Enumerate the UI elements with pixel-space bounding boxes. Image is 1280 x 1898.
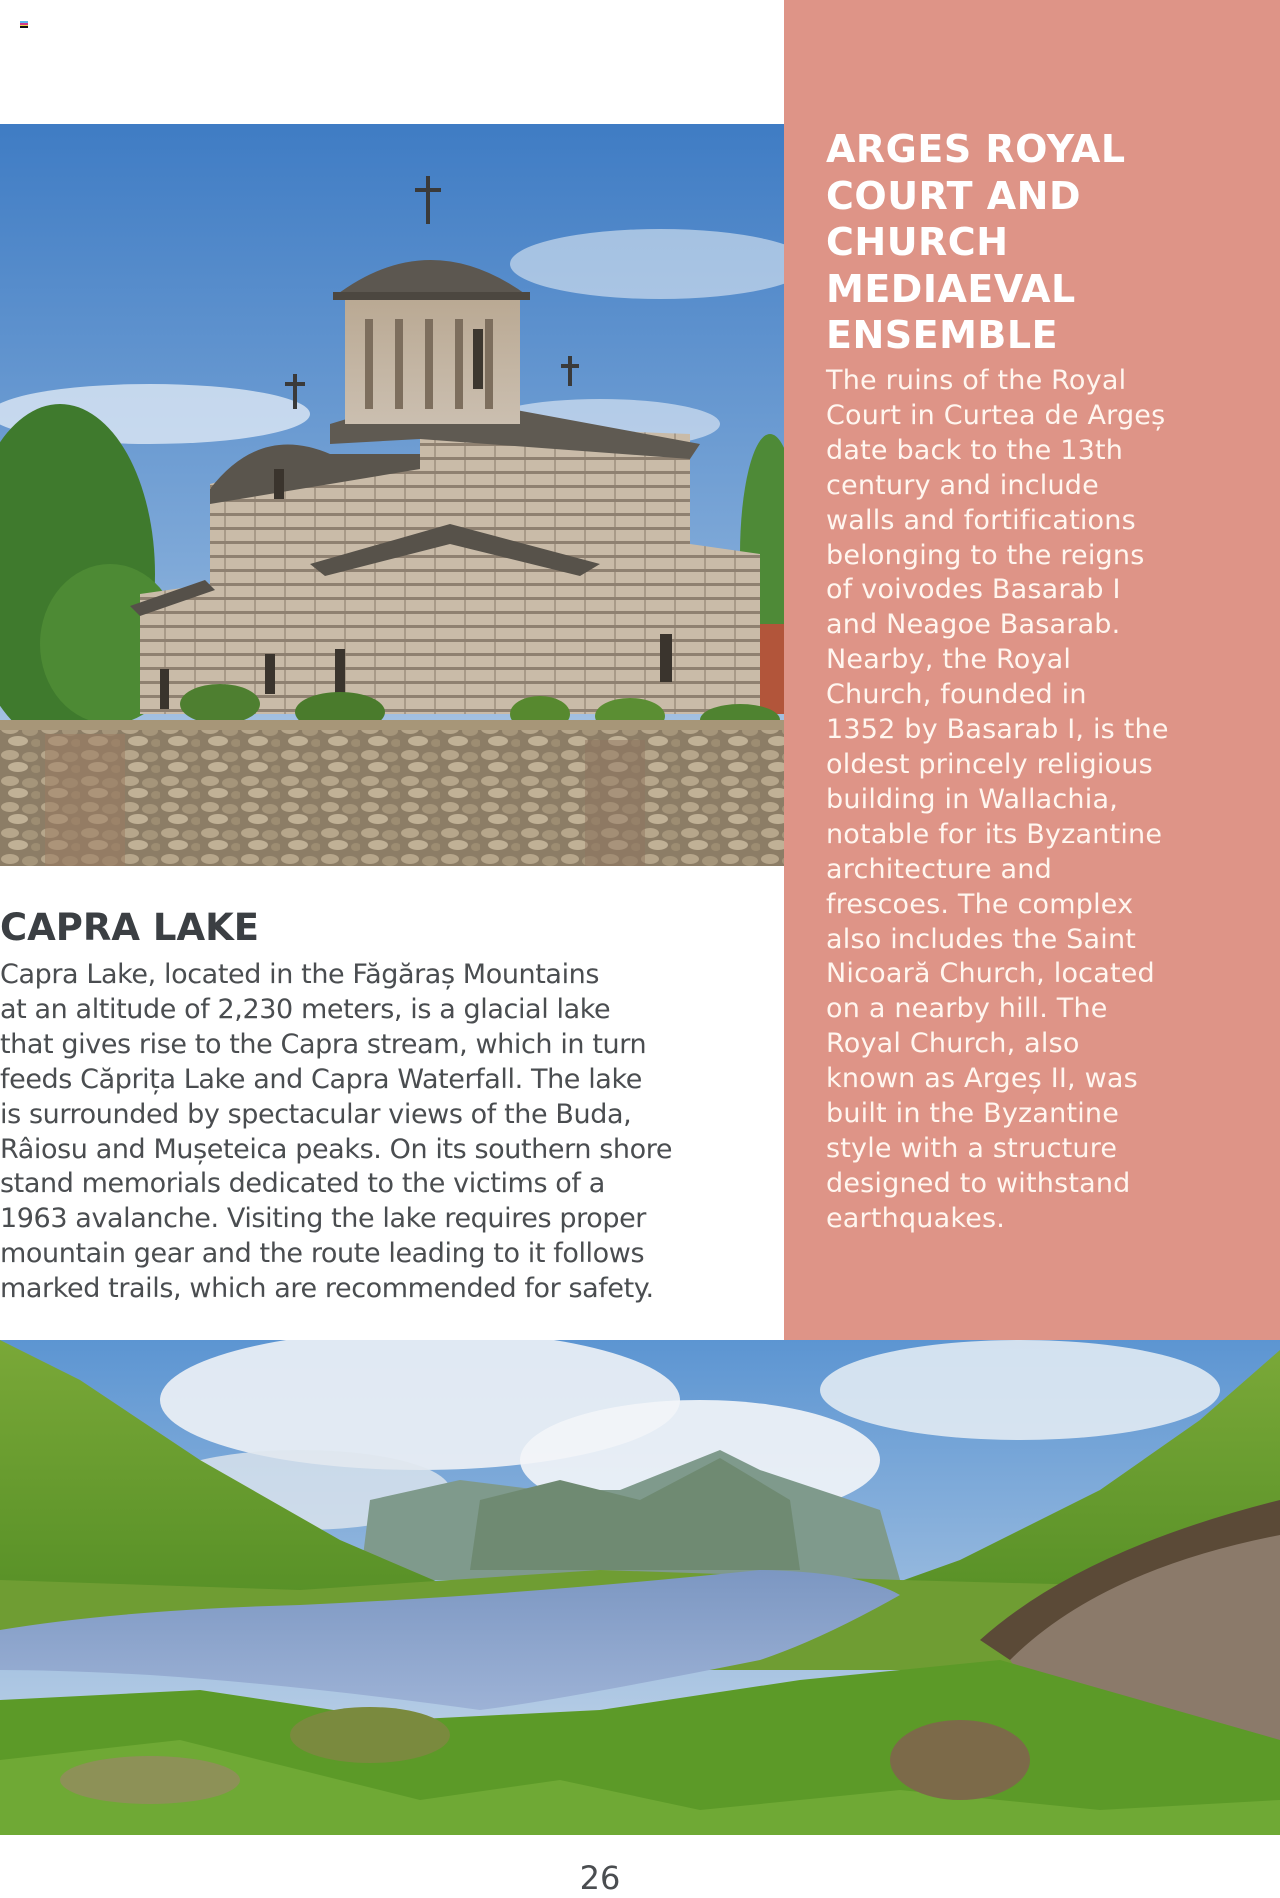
- arges-body-line: Nearby, the Royal: [826, 644, 1072, 676]
- arges-body-line: also includes the Saint: [826, 923, 1137, 955]
- arges-title-line: COURT AND: [826, 173, 1082, 218]
- page-number: 26: [579, 1859, 621, 1897]
- arges-body-line: century and include: [826, 469, 1099, 501]
- capra-body-line: feeds Căprița Lake and Capra Waterfall. The lake: [0, 1063, 642, 1095]
- arges-body-line: on a nearby hill. The: [826, 993, 1108, 1025]
- arges-body-line: notable for its Byzantine: [826, 818, 1163, 850]
- capra-body-line: marked trails, which are recommended for safety.: [0, 1273, 654, 1305]
- arges-body-line: frescoes. The complex: [826, 888, 1134, 920]
- arges-body-line: walls and fortifications: [826, 504, 1136, 536]
- arges-body-line: building in Wallachia,: [826, 783, 1118, 815]
- capra-body-line: mountain gear and the route leading to it follows: [0, 1238, 645, 1270]
- lake-photo: [0, 1340, 1280, 1835]
- capra-description: [0, 958, 760, 1307]
- capra-body-line: at an altitude of 2,230 meters, is a glacial lake: [0, 993, 611, 1025]
- arges-body-line: Church, founded in: [826, 679, 1087, 711]
- arges-title-line: CHURCH: [826, 220, 1009, 264]
- capra-body-line: that gives rise to the Capra stream, which in turn: [0, 1028, 647, 1060]
- capra-body-line: stand memorials dedicated to the victims of a: [0, 1168, 605, 1200]
- arges-title-line: ARGES ROYAL: [826, 127, 1126, 171]
- arges-body-line: oldest princely religious: [826, 748, 1153, 780]
- arges-body-line: of voivodes Basarab I: [826, 574, 1121, 606]
- capra-body-line: is surrounded by spectacular views of the Buda,: [0, 1098, 632, 1130]
- capra-body-line: Capra Lake, located in the Făgăraș Mountains: [0, 959, 600, 990]
- arges-body-line: earthquakes.: [826, 1202, 1006, 1234]
- arges-body-line: and Neagoe Basarab.: [826, 609, 1121, 641]
- arges-body-line: The ruins of the Royal: [826, 365, 1127, 396]
- arges-body-line: style with a structure: [826, 1132, 1118, 1164]
- arges-body-line: designed to withstand: [826, 1167, 1131, 1199]
- capra-body-line: 1963 avalanche. Visiting the lake requires proper: [0, 1203, 646, 1235]
- church-photo: [0, 124, 784, 866]
- arges-title-line: MEDIAEVAL: [826, 266, 1076, 311]
- arges-body-line: Court in Curtea de Argeș: [826, 399, 1166, 431]
- arges-body-line: built in the Byzantine: [826, 1098, 1120, 1130]
- arges-body-line: belonging to the reigns: [826, 539, 1145, 571]
- arges-description: [826, 364, 1256, 1237]
- arges-body-line: known as Argeș II, was: [826, 1063, 1138, 1095]
- arges-body-line: date back to the 13th: [826, 434, 1124, 466]
- capra-body-line: Râiosu and Mușeteica peaks. On its southern shore: [0, 1133, 673, 1165]
- arges-title-line: ENSEMBLE: [826, 313, 1059, 357]
- print-color-mark: [20, 21, 28, 28]
- arges-body-line: architecture and: [826, 853, 1052, 885]
- capra-title: CAPRA LAKE: [0, 906, 260, 949]
- color-mark-black: [20, 26, 28, 28]
- arges-body-line: Royal Church, also: [826, 1028, 1080, 1060]
- arges-body-line: 1352 by Basarab I, is the: [826, 714, 1169, 746]
- arges-title: [826, 126, 1246, 359]
- arges-body-line: Nicoară Church, located: [826, 958, 1155, 990]
